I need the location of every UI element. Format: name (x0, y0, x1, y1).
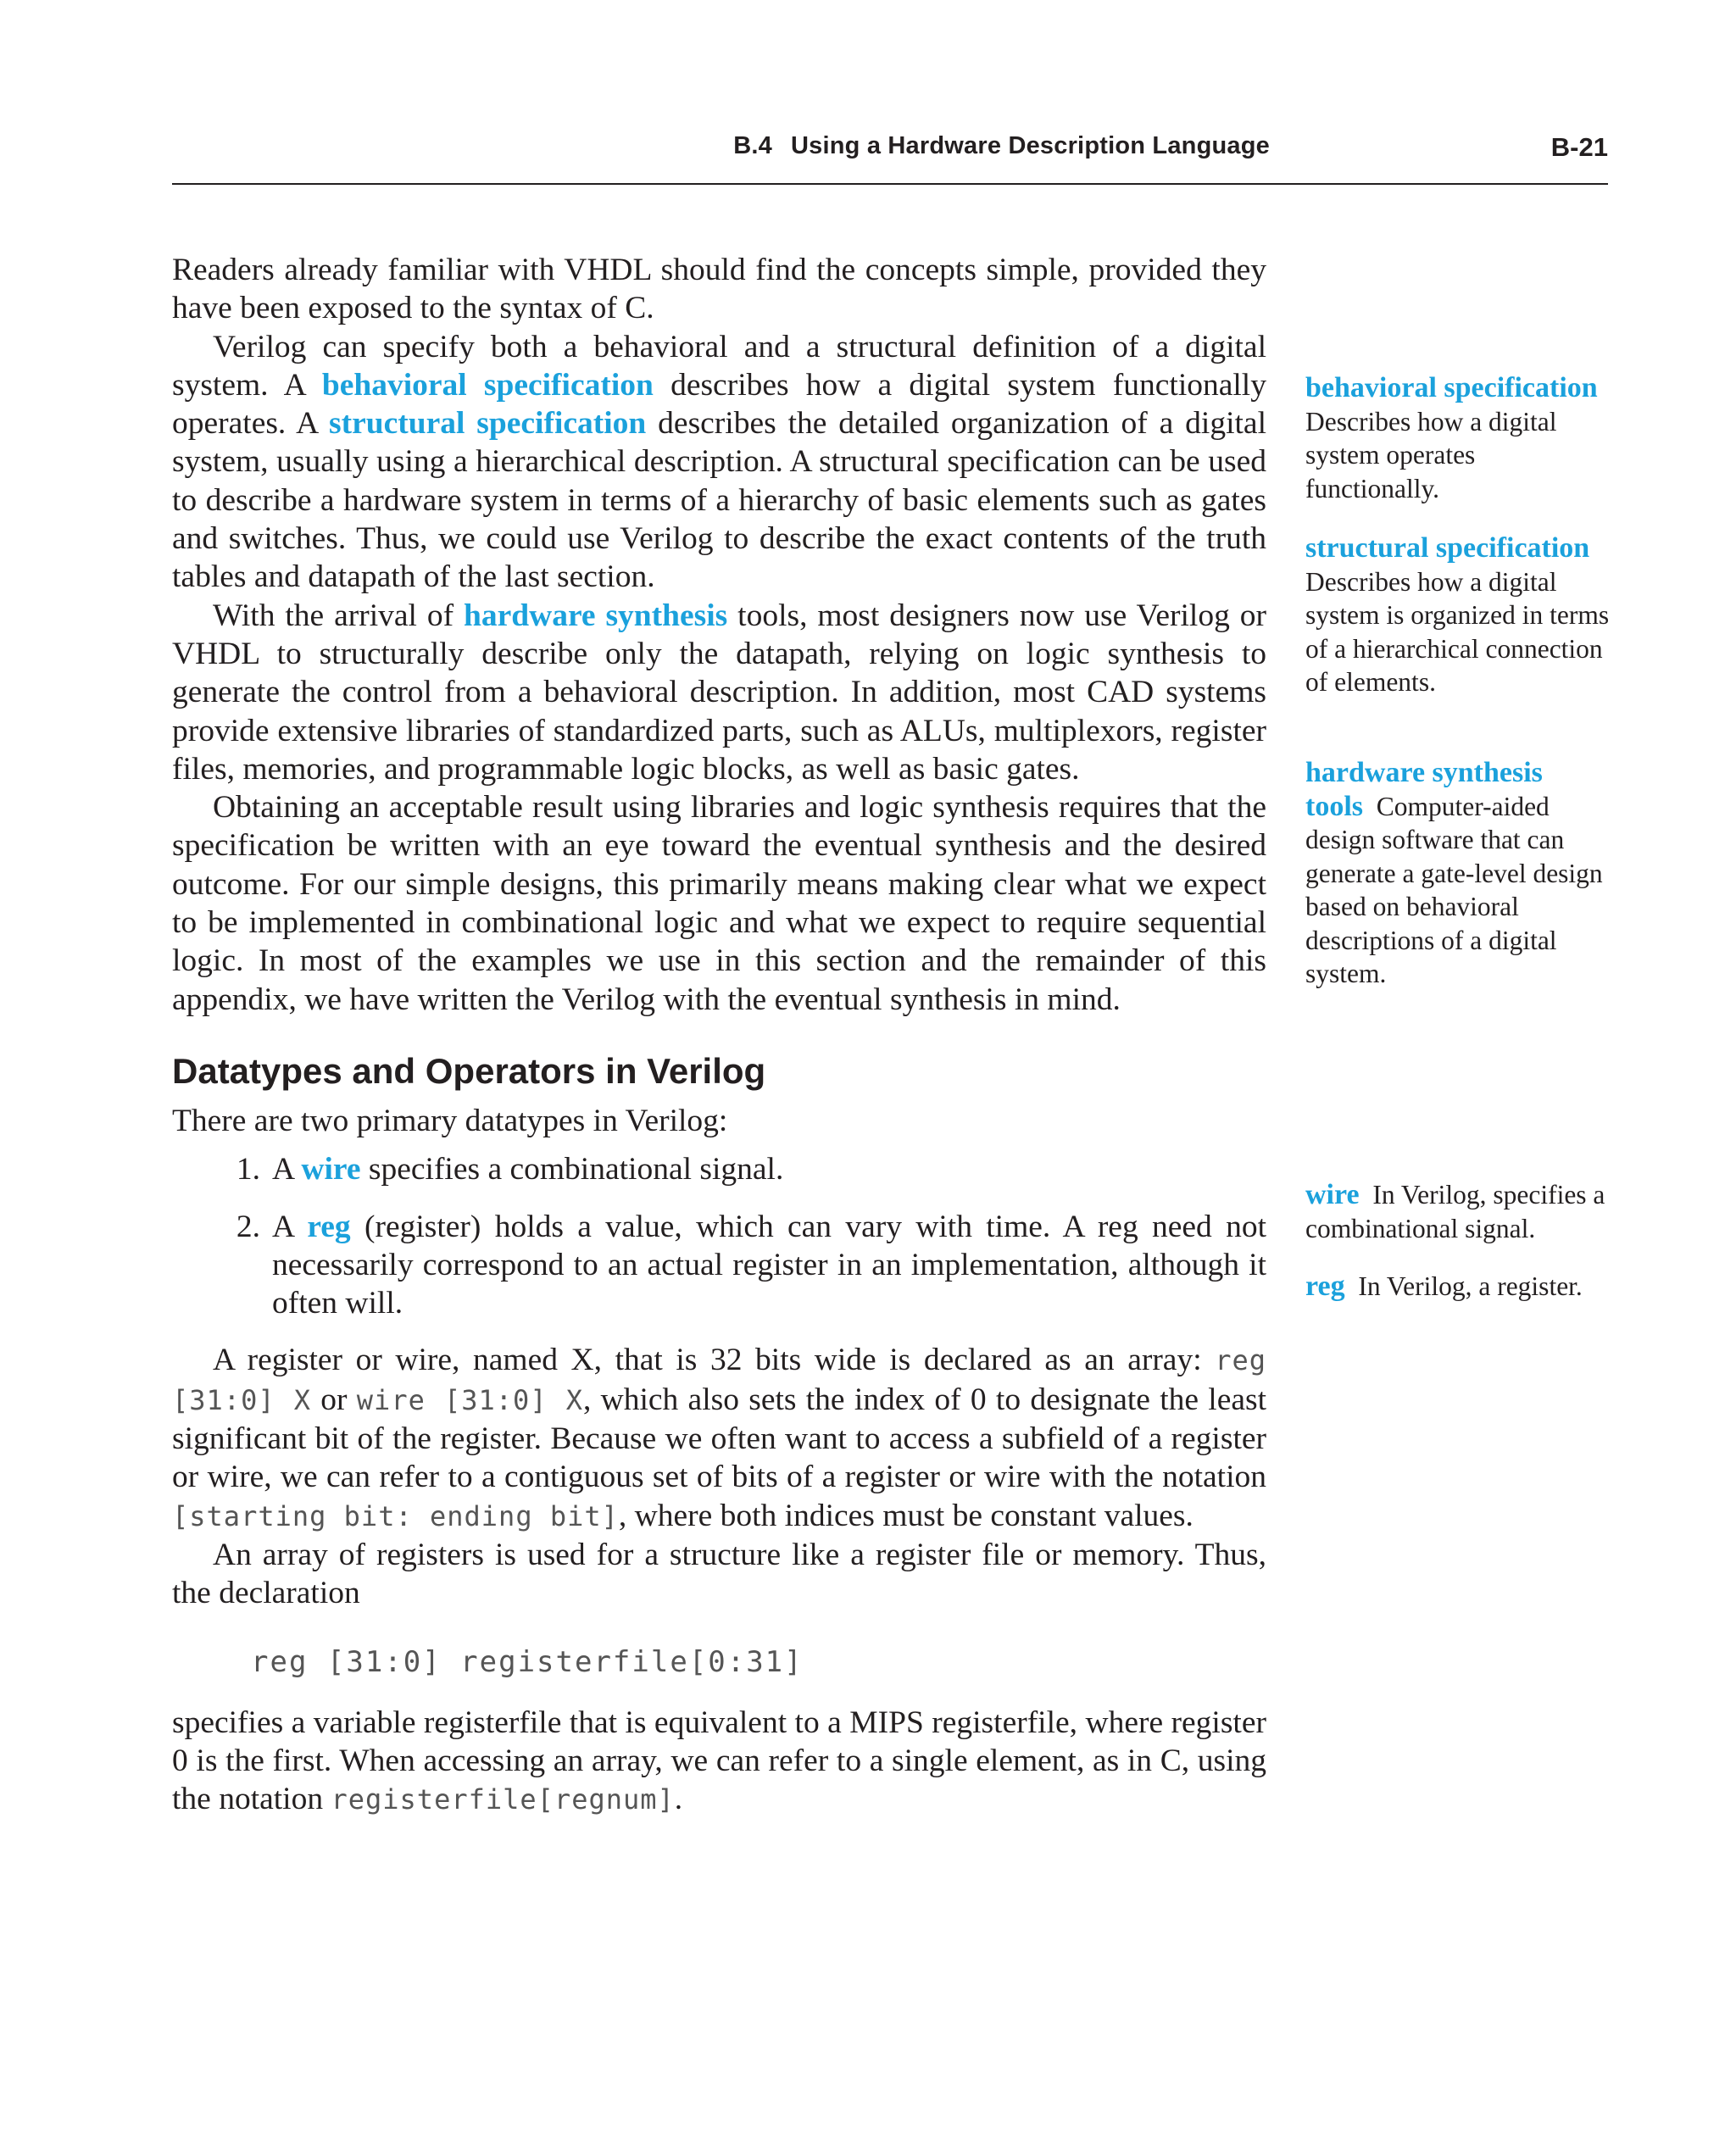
margin-note (1305, 756, 1611, 991)
margin-note (1305, 1270, 1611, 1304)
inline-code: registerfile[regnum] (331, 1783, 675, 1816)
margin-definition: In Verilog, a register. (1358, 1271, 1583, 1301)
page-number: B-21 (1550, 132, 1608, 162)
margin-term: hardware synthesis tools (1305, 757, 1543, 822)
margin-term: structural specification (1305, 532, 1590, 564)
datatype-list (172, 1150, 1266, 1322)
margin-definition: Describes how a digital system operates functionally. (1305, 406, 1557, 503)
margin-definition: In Verilog, specifies a combinational signal. (1305, 1180, 1605, 1243)
running-header (172, 129, 1608, 185)
header-title (733, 132, 1270, 160)
margin-note (1305, 371, 1611, 505)
paragraph-2: Verilog can specify both a behavioral and a structural definition of a digital system. A behavioral specification describes how a digital system functionally operates. A structural specification describes the detailed organization of a digital system, usually using a hierarchical description. A structural specification can be used to describe a hardware system in terms of a hierarchy of basic elements such as gates and switches. Thus, we could use Verilog to describe the exact contents of the truth tables and datapath of the last section. (172, 329, 1266, 595)
list-item: 2. A reg (register) holds a value, which can vary with time. A reg need not necessarily correspond to an actual register in an implementation, although it often will. (172, 1208, 1266, 1323)
paragraph-5: There are two primary datatypes in Verilog: (172, 1103, 728, 1138)
list-number: 1. (236, 1152, 260, 1187)
inline-code: reg [31:0] X (172, 1344, 1266, 1416)
margin-term: wire (1305, 1179, 1360, 1210)
code-block: reg [31:0] registerfile[0:31] (251, 1644, 804, 1679)
section-title: Using a Hardware Description Language (791, 132, 1270, 159)
paragraph-7: An array of registers is used for a structure like a register file or memory. Thus, the declaration (172, 1537, 1266, 1611)
paragraph-6: A register or wire, named X, that is 32 bits wide is declared as an array: reg [31:0] X or wire [31:0] X, which also sets the index of 0 to designate the least significant bit of the register. Because we often want to access a subfield of a register or wire, we can refer to a contiguous set of bits of a register or wire with the notation [starting bit: ending bit], where both indices must be constant values. (172, 1343, 1266, 1533)
margin-definition: Describes how a digital system is organized in terms of a hierarchical connection of elements. (1305, 566, 1610, 697)
paragraph-3: With the arrival of hardware synthesis tools, most designers now use Verilog or VHDL to structurally describe only the datapath, relying on logic synthesis to generate the control from a behavioral description. In addition, most CAD systems provide extensive libraries of standardized parts, such as ALUs, multiplexors, register files, memories, and programmable logic blocks, as well as basic gates. (172, 598, 1266, 787)
inline-code: wire [31:0] X (356, 1383, 584, 1416)
keyword-behavioral-specification: behavioral specification (321, 367, 654, 403)
margin-term: behavioral specification (1305, 372, 1598, 403)
margin-term: reg (1305, 1271, 1345, 1302)
keyword-structural-specification: structural specification (329, 406, 647, 442)
paragraph-1: Readers already familiar with VHDL should find the concepts simple, provided they have been exposed to the syntax of C. (172, 253, 1266, 326)
margin-definition: Computer-aided design software that can generate a gate-level design based on behavioral descriptions of a digital system. (1305, 791, 1603, 988)
paragraph-8: specifies a variable registerfile that is equivalent to a MIPS registerfile, where register 0 is the first. When accessing an array, we can refer to a single element, as in C, using the notation registerfile[regnum]. (172, 1704, 1266, 1817)
paragraph-4: Obtaining an acceptable result using libraries and logic synthesis requires that the specification be written with an eye toward the eventual synthesis and the desired outcome. For our simple designs, this primarily means making clear what we expect to be implemented in combinational logic and what we expect to require sequential logic. In most of the examples we use in this section and the remainder of this appendix, we have written the Verilog with the eventual synthesis in mind. (172, 790, 1266, 1017)
main-text-column (172, 251, 1266, 1819)
margin-note (1305, 1178, 1611, 1245)
section-number: B.4 (733, 132, 773, 159)
keyword-hardware-synthesis: hardware synthesis (464, 598, 728, 633)
list-number: 2. (236, 1209, 260, 1244)
keyword-reg: reg (307, 1209, 351, 1244)
list-item: 1. A wire specifies a combinational signal. (172, 1150, 1266, 1188)
keyword-wire: wire (301, 1152, 361, 1187)
section-heading: Datatypes and Operators in Verilog (172, 1050, 766, 1091)
margin-note (1305, 531, 1611, 699)
inline-code: [starting bit: ending bit] (172, 1499, 619, 1532)
